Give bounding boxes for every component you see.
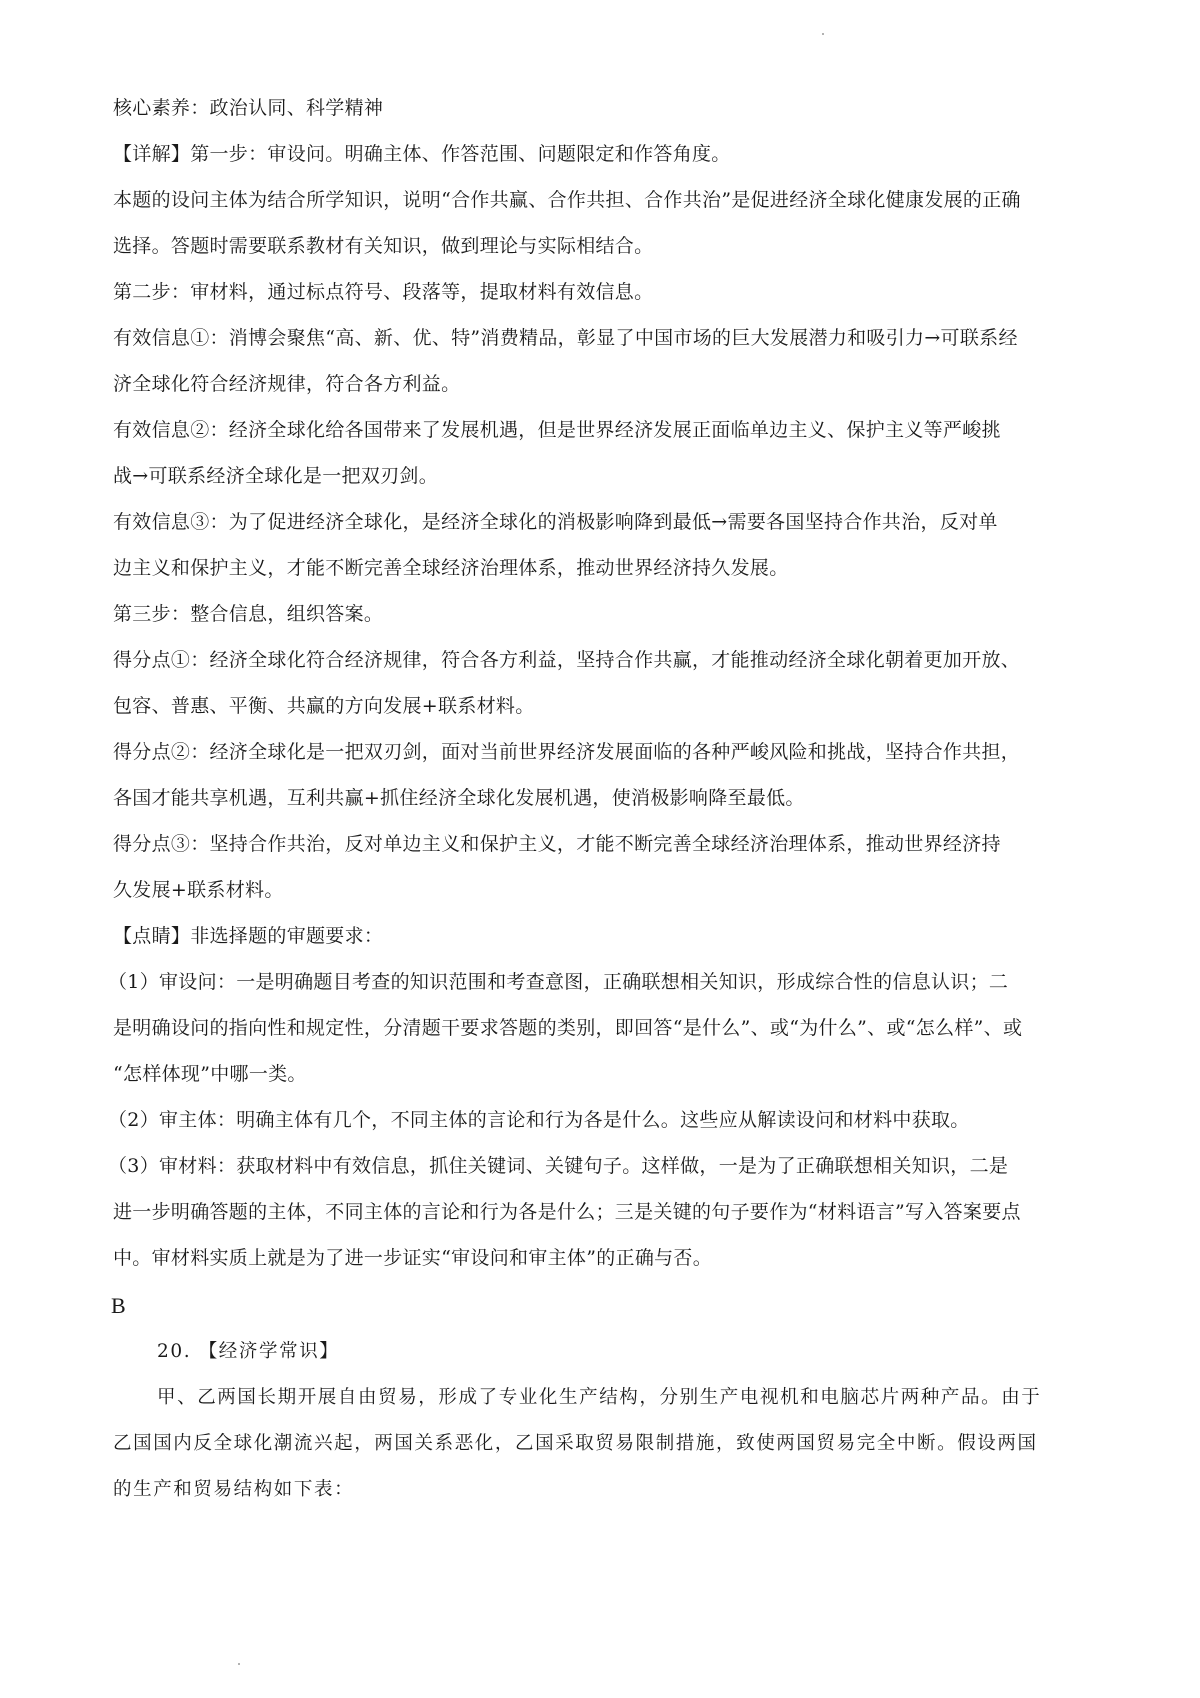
info1-line: 有效信息①：消博会聚焦“高、新、优、特”消费精品，彰显了中国市场的巨大发展潜力和吸引力→可联系经	[113, 327, 1018, 349]
scan-speck	[822, 33, 824, 35]
text-line: “怎样体现”中哪一类。	[113, 1063, 307, 1085]
step3-line: 第三步：整合信息，组织答案。	[113, 603, 384, 625]
text-line: 战→可联系经济全球化是一把双刃剑。	[113, 465, 439, 487]
section-mark: B	[111, 1293, 126, 1318]
core-literacy-line: 核心素养：政治认同、科学精神	[113, 97, 384, 119]
score-point1-line: 得分点①：经济全球化符合经济规律，符合各方利益，坚持合作共赢，才能推动经济全球化朝着更加开放、	[113, 649, 1021, 671]
scan-speck	[238, 1663, 240, 1665]
text-line: 中。审材料实质上就是为了进一步证实“审设问和审主体”的正确与否。	[113, 1247, 713, 1269]
text-line: 边主义和保护主义，才能不断完善全球经济治理体系，推动世界经济持久发展。	[113, 557, 789, 579]
key-points-heading: 【点睛】非选择题的审题要求：	[113, 925, 384, 947]
question-title: 20. 【经济学常识】	[157, 1341, 340, 1362]
text-line: 久发展+联系材料。	[113, 879, 284, 901]
text-line: 包容、普惠、平衡、共赢的方向发展+联系材料。	[113, 695, 535, 717]
text-line: 进一步明确答题的主体，不同主体的言论和行为各是什么；三是关键的句子要作为“材料语言”写入答案要点	[113, 1201, 1021, 1223]
info3-line: 有效信息③：为了促进经济全球化，是经济全球化的消极影响降到最低→需要各国坚持合作共治，反对单	[113, 511, 998, 533]
score-point2-line: 得分点②：经济全球化是一把双刃剑，面对当前世界经济发展面临的各种严峻风险和挑战，坚持合作共担，	[113, 741, 1021, 763]
requirement2-line: （2）审主体：明确主体有几个，不同主体的言论和行为各是什么。这些应从解读设问和材料中获取。	[108, 1109, 970, 1131]
requirement3-line: （3）审材料：获取材料中有效信息，抓住关键词、关键句子。这样做，一是为了正确联想相关知识，二是	[108, 1155, 1009, 1177]
score-point3-line: 得分点③：坚持合作共治，反对单边主义和保护主义，才能不断完善全球经济治理体系，推动世界经济持	[113, 833, 1001, 855]
step2-line: 第二步：审材料，通过标点符号、段落等，提取材料有效信息。	[113, 281, 654, 303]
text-line: 选择。答题时需要联系教材有关知识，做到理论与实际相结合。	[113, 235, 654, 257]
requirement1-line: （1）审设问：一是明确题目考查的知识范围和考查意图，正确联想相关知识，形成综合性的信息认识；二	[108, 971, 1009, 993]
question-paragraph-line: 甲、乙两国长期开展自由贸易，形成了专业化生产结构，分别生产电视机和电脑芯片两种产品。由于	[157, 1387, 1042, 1408]
explanation-step1: 【详解】第一步：审设问。明确主体、作答范围、问题限定和作答角度。	[113, 143, 731, 165]
text-line: 是明确设问的指向性和规定性，分清题干要求答题的类别，即回答“是什么”、或“为什么”、或“怎么样”、或	[113, 1017, 1023, 1039]
text-line: 各国才能共享机遇，互利共赢+抓住经济全球化发展机遇，使消极影响降至最低。	[113, 787, 805, 809]
text-line: 济全球化符合经济规律，符合各方利益。	[113, 373, 461, 395]
question-paragraph-line: 的生产和贸易结构如下表：	[113, 1479, 355, 1500]
question-paragraph-line: 乙国国内反全球化潮流兴起，两国关系恶化，乙国采取贸易限制措施，致使两国贸易完全中断。假设两国	[113, 1433, 1038, 1454]
text-line: 本题的设问主体为结合所学知识，说明“合作共赢、合作共担、合作共治”是促进经济全球化健康发展的正确	[113, 189, 1021, 211]
info2-line: 有效信息②：经济全球化给各国带来了发展机遇，但是世界经济发展正面临单边主义、保护主义等严峻挑	[113, 419, 1001, 441]
